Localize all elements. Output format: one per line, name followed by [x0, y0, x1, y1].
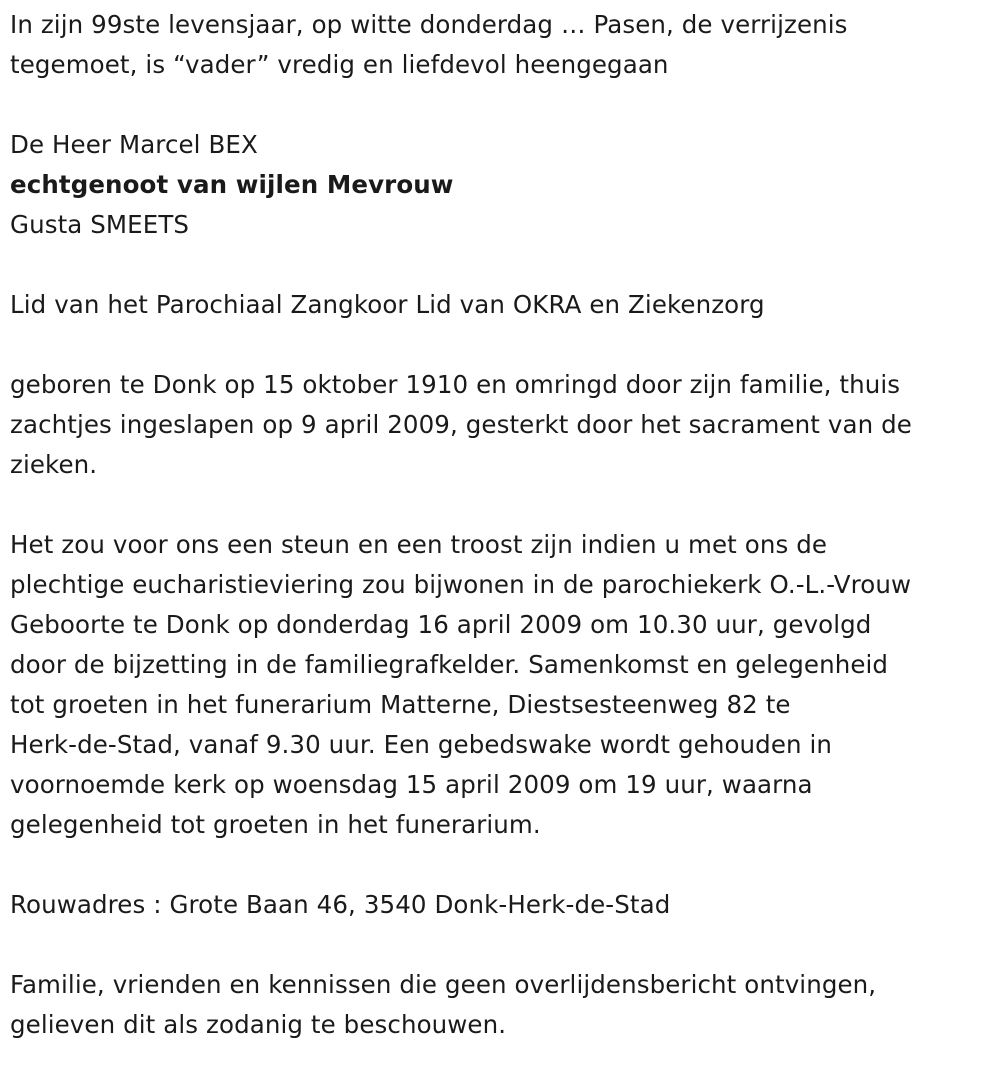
obituary-text [10, 0, 994, 1045]
spouse-relation: echtgenoot van wijlen Mevrouw [10, 170, 454, 199]
intro-paragraph: In zijn 99ste levensjaar, op witte donderdag … Pasen, de verrijzenis tegemoet, is “vader” vredig en liefdevol heengegaan [10, 10, 848, 79]
spacer [10, 85, 994, 125]
closing-paragraph: Familie, vrienden en kennissen die geen overlijdensbericht ontvingen, gelieven dit als zodanig te beschouwen. [10, 970, 877, 1039]
deceased-name: De Heer Marcel BEX [10, 130, 258, 159]
spacer [10, 925, 994, 965]
spacer [10, 485, 994, 525]
spouse-name: Gusta SMEETS [10, 210, 190, 239]
ceremony-paragraph: Het zou voor ons een steun en een troost zijn indien u met ons de plechtige eucharistieviering zou bijwonen in de parochiekerk O.-L.-Vrouw Geboorte te Donk op donderdag 16 april 2009 om 10.30 uur, gevolgd door de bijzetting in de familiegrafkelder. Samenkomst en gelegenheid tot groeten in het funerarium Matterne, Diestsesteenweg 82 te Herk-de-Stad, vanaf 9.30 uur. Een gebedswake wordt gehouden in voornoemde kerk op woensdag 15 april 2009 om 19 uur, waarna gelegenheid tot groeten in het funerarium. [10, 530, 912, 839]
mourning-address: Rouwadres : Grote Baan 46, 3540 Donk-Herk-de-Stad [10, 890, 671, 919]
spacer [10, 325, 994, 365]
spacer [10, 245, 994, 285]
memberships: Lid van het Parochiaal Zangkoor Lid van OKRA en Ziekenzorg [10, 290, 765, 319]
spacer [10, 845, 994, 885]
birth-death-paragraph: geboren te Donk op 15 oktober 1910 en omringd door zijn familie, thuis zachtjes ingeslapen op 9 april 2009, gesterkt door het sacrament van de zieken. [10, 370, 912, 479]
